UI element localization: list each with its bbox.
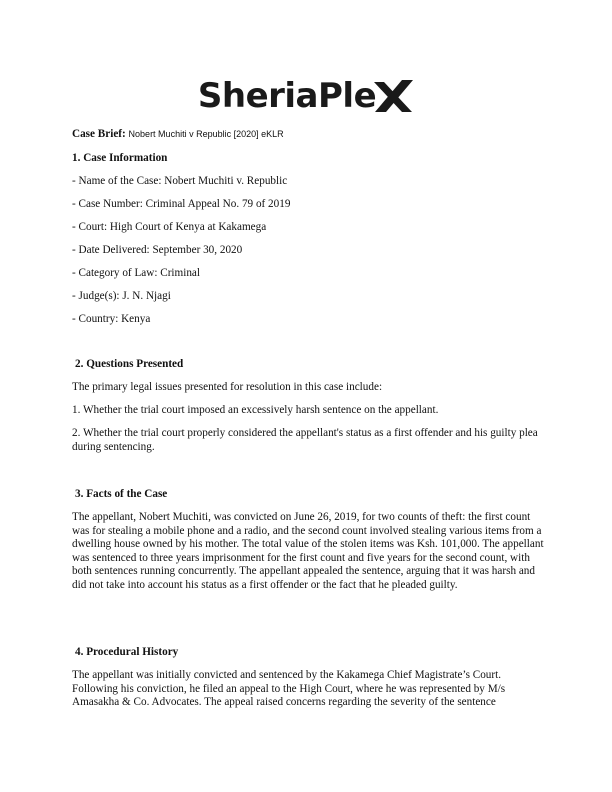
case-info-name: - Name of the Case: Nobert Muchiti v. Republic bbox=[72, 175, 288, 187]
procedural-body: The appellant was initially convicted and sentenced by the Kakamega Chief Magistrate’s Court. Following his conviction, he filed an appeal to the High Court, where he was represented by M/s Amasakha & Co. Advocates. The appeal raised concerns regarding the severity of the sentence bbox=[72, 669, 506, 708]
questions-intro: The primary legal issues presented for resolution in this case include: bbox=[72, 381, 383, 393]
question-2: 2. Whether the trial court properly considered the appellant's status as a first offender and his guilty plea during sentencing. bbox=[72, 427, 538, 453]
case-brief-label: Case Brief: bbox=[72, 128, 126, 140]
section-heading-facts: 3. Facts of the Case bbox=[75, 488, 168, 500]
case-brief-title: Nobert Muchiti v Republic [2020] eKLR bbox=[128, 129, 284, 139]
section-heading-procedural-history: 4. Procedural History bbox=[75, 646, 179, 658]
logo-x-mark-icon bbox=[372, 78, 414, 114]
case-brief-line bbox=[72, 128, 284, 141]
question-1: 1. Whether the trial court imposed an excessively harsh sentence on the appellant. bbox=[72, 404, 439, 416]
case-info-category: - Category of Law: Criminal bbox=[72, 267, 201, 279]
case-info-court: - Court: High Court of Kenya at Kakamega bbox=[72, 221, 267, 233]
facts-body: The appellant, Nobert Muchiti, was convicted on June 26, 2019, for two counts of theft: the first count was for stealing a mobile phone and a radio, and the second count involved stealing various items from a dwelling house owned by his mother. The total value of the stolen items was Ksh. 101,000. The appellant was sentenced to three years imprisonment for the first count and five years for the second count, with both sentences running concurrently. The appellant appealed the sentence, arguing that it was harsh and did not take into account his status as a first offender or the fact that he pleaded guilty. bbox=[72, 511, 544, 591]
case-info-number: - Case Number: Criminal Appeal No. 79 of 2019 bbox=[72, 198, 291, 210]
case-info-judges: - Judge(s): J. N. Njagi bbox=[72, 290, 171, 302]
section-heading-questions-presented: 2. Questions Presented bbox=[75, 358, 184, 370]
case-info-date: - Date Delivered: September 30, 2020 bbox=[72, 244, 243, 256]
section-heading-case-information: 1. Case Information bbox=[72, 152, 168, 164]
sheriaplex-logo bbox=[0, 76, 612, 116]
case-info-country: - Country: Kenya bbox=[72, 313, 151, 325]
logo-wordmark: SheriaPle bbox=[197, 76, 377, 116]
